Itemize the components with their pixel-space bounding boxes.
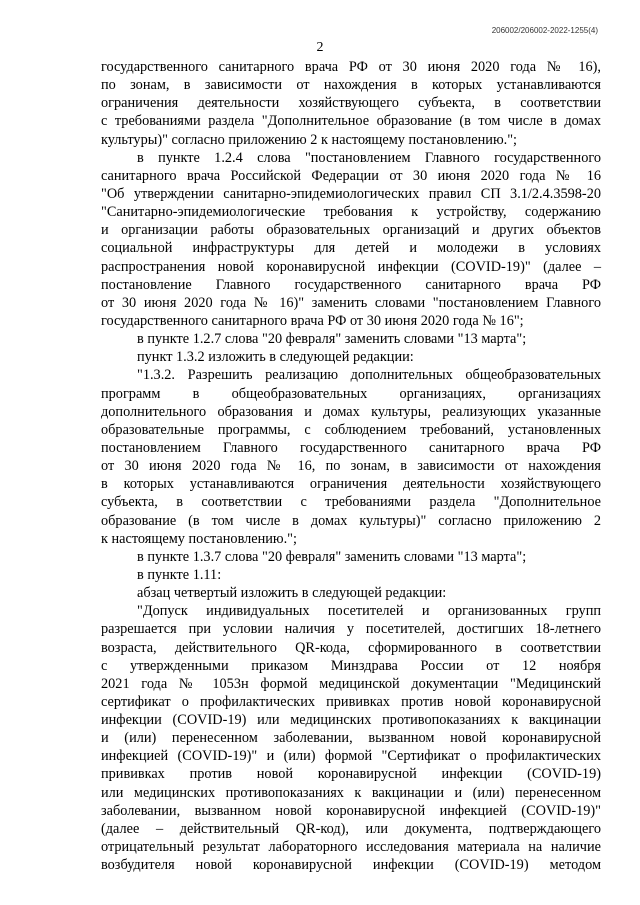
text-line: возраста, действительного QR-кода, сформированного в соответствии bbox=[101, 639, 601, 656]
text-line: "Об утверждении санитарно-эпидемиологических правил СП 3.1/2.4.3598-20 bbox=[101, 185, 601, 202]
text-line: государственного санитарного врача РФ от 30 июня 2020 года № 16), bbox=[101, 59, 601, 75]
text-line: в пункте 1.11: bbox=[137, 566, 222, 583]
text-line: от 30 июня 2020 года № 16, по зонам, в зависимости от нахождения bbox=[101, 458, 601, 475]
text-line: отрицательный результат лабораторного исследования материала на наличие bbox=[101, 839, 601, 856]
text-line: распространения новой коронавирусной инфекции (COVID-19)" (далее – bbox=[101, 258, 601, 275]
text-line: образование (в том числе в домах культуры)" согласно приложению 2 bbox=[101, 512, 601, 529]
paragraph bbox=[101, 584, 601, 602]
text-line: в пункте 1.2.7 слова "20 февраля" заменить словами "13 марта"; bbox=[137, 331, 527, 348]
text-line: от 30 июня 2020 года № 16)" заменить словами "постановлением Главного bbox=[101, 294, 601, 311]
text-line: ограничения деятельности хозяйствующего субъекта, в соответствии bbox=[101, 95, 601, 112]
paragraph bbox=[101, 330, 601, 348]
text-line: с требованиями раздела "Дополнительное образование (в том числе в домах bbox=[101, 113, 601, 130]
text-line: "Допуск индивидуальных посетителей и организованных групп bbox=[137, 603, 601, 620]
text-line: государственного санитарного врача РФ от 30 июня 2020 года № 16"; bbox=[101, 312, 524, 329]
text-line: в пункте 1.2.4 слова "постановлением Главного государственного bbox=[137, 149, 601, 166]
text-line: субъекта, в соответствии с требованиями раздела "Дополнительное bbox=[101, 494, 601, 511]
text-line: пункт 1.3.2 изложить в следующей редакции: bbox=[137, 349, 414, 366]
paragraph bbox=[101, 548, 601, 566]
text-line: прививках против новой коронавирусной инфекции (COVID-19) bbox=[101, 766, 601, 783]
text-line: к настоящему постановлению."; bbox=[101, 530, 297, 547]
text-line: и организации работы образовательных организаций и других объектов bbox=[101, 222, 601, 239]
text-line: постановлением Главного государственного санитарного врача РФ bbox=[101, 439, 601, 456]
paragraph bbox=[101, 348, 601, 366]
text-line: по зонам, в зависимости от нахождения в которых устанавливаются bbox=[101, 77, 601, 94]
text-line: в которых устанавливаются ограничения деятельности хозяйствующего bbox=[101, 476, 601, 493]
text-line: или медицинских противопоказаниях к вакцинации и (или) перенесенном bbox=[101, 784, 601, 801]
text-line: социальной инфраструктуры для детей и молодежи в условиях bbox=[101, 240, 601, 257]
text-line: образовательные программы, с соблюдением требований, установленных bbox=[101, 421, 601, 438]
text-line: разрешается при условии наличия у посетителей, достигших 18-летнего bbox=[101, 621, 601, 638]
text-line: абзац четвертый изложить в следующей редакции: bbox=[137, 585, 447, 602]
text-line: заболевании, вызванном новой коронавирусной инфекцией (COVID-19)" bbox=[101, 802, 601, 819]
paragraph bbox=[101, 602, 601, 874]
text-line: инфекцией (COVID-19)" и (или) формой "Сертификат о профилактических bbox=[101, 748, 601, 765]
page-number: 2 bbox=[316, 40, 324, 55]
text-line: в пункте 1.3.7 слова "20 февраля" заменить словами "13 марта"; bbox=[137, 548, 527, 565]
text-line: дополнительного образования и домах культуры, реализующих указанные bbox=[101, 403, 601, 420]
document-body bbox=[101, 58, 601, 874]
text-line: программ в общеобразовательных организациях, организациях bbox=[101, 385, 601, 402]
text-line: сертификат о профилактических прививках против новой коронавирусной bbox=[101, 693, 601, 710]
text-line: 2021 года № 1053н формой медицинской документации "Медицинский bbox=[101, 675, 601, 692]
text-line: инфекции (COVID-19) или медицинских противопоказаниях к вакцинации bbox=[101, 712, 601, 729]
text-line: "Санитарно-эпидемиологические требования к устройству, содержанию bbox=[101, 204, 601, 221]
text-line: (далее – действительный QR-код), или документа, подтверждающего bbox=[101, 820, 601, 837]
paragraph bbox=[101, 58, 601, 149]
text-line: с утвержденными приказом Минздрава России от 12 ноября bbox=[101, 657, 601, 674]
paragraph bbox=[101, 149, 601, 330]
text-line: возбудителя новой коронавирусной инфекции (COVID-19) методом bbox=[101, 857, 601, 874]
text-line: культуры)" согласно приложению 2 к настоящему постановлению."; bbox=[101, 131, 518, 148]
text-line: постановление Главного государственного санитарного врача РФ bbox=[101, 276, 601, 293]
paragraph bbox=[101, 566, 601, 584]
text-line: санитарного врача Российской Федерации от 30 июня 2020 года № 16 bbox=[101, 167, 601, 184]
paragraph bbox=[101, 366, 601, 547]
text-line: "1.3.2. Разрешить реализацию дополнительных общеобразовательных bbox=[137, 367, 601, 384]
text-line: и (или) перенесенном заболевании, вызванном новой коронавирусной bbox=[101, 730, 601, 747]
document-id: 206002/206002-2022-1255(4) bbox=[491, 26, 598, 35]
